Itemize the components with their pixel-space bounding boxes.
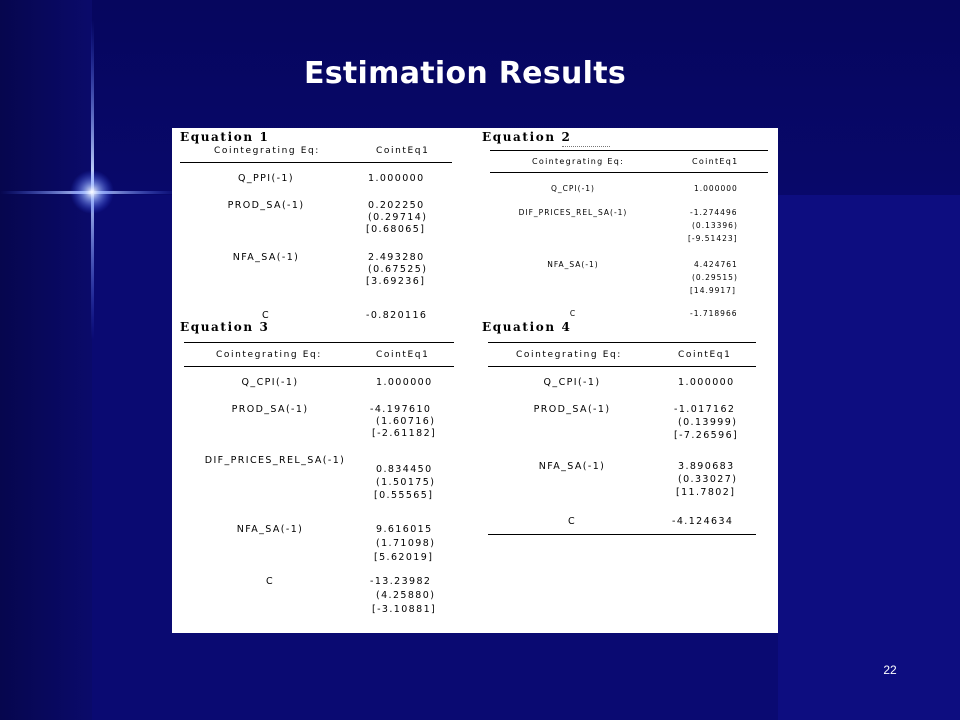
coefficient: 0.202250: [368, 200, 425, 211]
variable-name: C: [569, 309, 577, 318]
coefficient: 1.000000: [694, 184, 738, 193]
divider: [488, 366, 756, 367]
coefficient: -1.017162: [674, 404, 736, 415]
variable-name: Q_CPI(-1): [551, 184, 595, 193]
page-number: 22: [883, 663, 897, 677]
t-statistic: [11.7802]: [676, 487, 736, 498]
cointegrating-eq-label: Cointegrating Eq:: [216, 350, 322, 360]
divider: [184, 366, 454, 367]
variable-name: NFA_SA(-1): [538, 461, 606, 472]
coefficient: -13.23982: [370, 576, 432, 587]
variable-name: Q_CPI(-1): [241, 377, 299, 388]
t-statistic: [-3.10881]: [372, 604, 437, 615]
coefficient: 1.000000: [678, 377, 735, 388]
equation-title: Equation 4: [482, 320, 572, 334]
divider: [488, 342, 756, 343]
coefficient: -4.197610: [370, 404, 432, 415]
coefficient: -1.718966: [690, 309, 738, 318]
coefficient: 1.000000: [368, 173, 425, 184]
equation-title: Equation 1: [180, 130, 270, 144]
variable-name: NFA_SA(-1): [236, 524, 304, 535]
slide-title: Estimation Results: [303, 56, 627, 91]
cointegrating-eq-label: Cointegrating Eq:: [214, 146, 320, 156]
t-statistic: [14.9917]: [690, 286, 736, 295]
divider: [184, 342, 454, 343]
background-right-band: [778, 195, 960, 720]
coefficient: 1.000000: [376, 377, 433, 388]
coefficient: -4.124634: [672, 516, 734, 527]
standard-error: (1.60716): [376, 416, 436, 427]
variable-name: PROD_SA(-1): [533, 404, 611, 415]
coefficient: 3.890683: [678, 461, 735, 472]
standard-error: (4.25880): [376, 590, 436, 601]
variable-name: DIF_PRICES_REL_SA(-1): [518, 208, 628, 217]
variable-name: PROD_SA(-1): [231, 404, 309, 415]
divider: [488, 534, 756, 535]
standard-error: (1.71098): [376, 538, 436, 549]
divider: [490, 172, 768, 173]
t-statistic: [-2.61182]: [372, 428, 437, 439]
coefficient: 2.493280: [368, 252, 425, 263]
standard-error: (0.13999): [678, 417, 738, 428]
divider: [490, 150, 768, 151]
standard-error: (0.29515): [692, 273, 738, 282]
variable-name: Q_PPI(-1): [238, 173, 294, 184]
coefficient: -1.274496: [690, 208, 738, 217]
equation-1: [180, 130, 470, 330]
divider: [180, 162, 452, 163]
standard-error: (0.67525): [368, 264, 428, 275]
cointegrating-eq-label: Cointegrating Eq:: [532, 157, 625, 166]
equation-4: [482, 320, 772, 545]
t-statistic: [-7.26596]: [674, 430, 739, 441]
cointeq1-label: CointEq1: [692, 157, 739, 166]
cointeq1-label: CointEq1: [678, 350, 732, 360]
variable-name: Q_CPI(-1): [543, 377, 601, 388]
standard-error: (0.33027): [678, 474, 738, 485]
t-statistic: [3.69236]: [366, 276, 426, 287]
variable-name: C: [567, 516, 577, 527]
coefficient: 0.834450: [376, 464, 433, 475]
variable-name: C: [265, 576, 275, 587]
t-statistic: [0.55565]: [374, 490, 434, 501]
equation-3: [180, 320, 470, 630]
coefficient: 9.616015: [376, 524, 433, 535]
equation-title: Equation 3: [180, 320, 270, 334]
standard-error: (0.29714): [368, 212, 428, 223]
cointeq1-label: CointEq1: [376, 350, 430, 360]
divider: [562, 146, 610, 147]
standard-error: (1.50175): [376, 477, 436, 488]
t-statistic: [5.62019]: [374, 552, 434, 563]
cointegrating-eq-label: Cointegrating Eq:: [516, 350, 622, 360]
standard-error: (0.13396): [692, 221, 738, 230]
background-left-band: [0, 0, 92, 720]
results-panel: [172, 128, 778, 633]
variable-name: PROD_SA(-1): [227, 200, 305, 211]
coefficient: 4.424761: [694, 260, 738, 269]
coefficient: -0.820116: [366, 310, 428, 321]
t-statistic: [0.68065]: [366, 224, 426, 235]
t-statistic: [-9.51423]: [688, 234, 738, 243]
equation-2: [482, 130, 772, 326]
variable-name: NFA_SA(-1): [232, 252, 300, 263]
variable-name: NFA_SA(-1): [547, 260, 599, 269]
variable-name: DIF_PRICES_REL_SA(-1): [204, 455, 346, 466]
cointeq1-label: CointEq1: [376, 146, 430, 156]
equation-title: Equation 2: [482, 130, 572, 144]
variable-name: C: [261, 310, 271, 321]
